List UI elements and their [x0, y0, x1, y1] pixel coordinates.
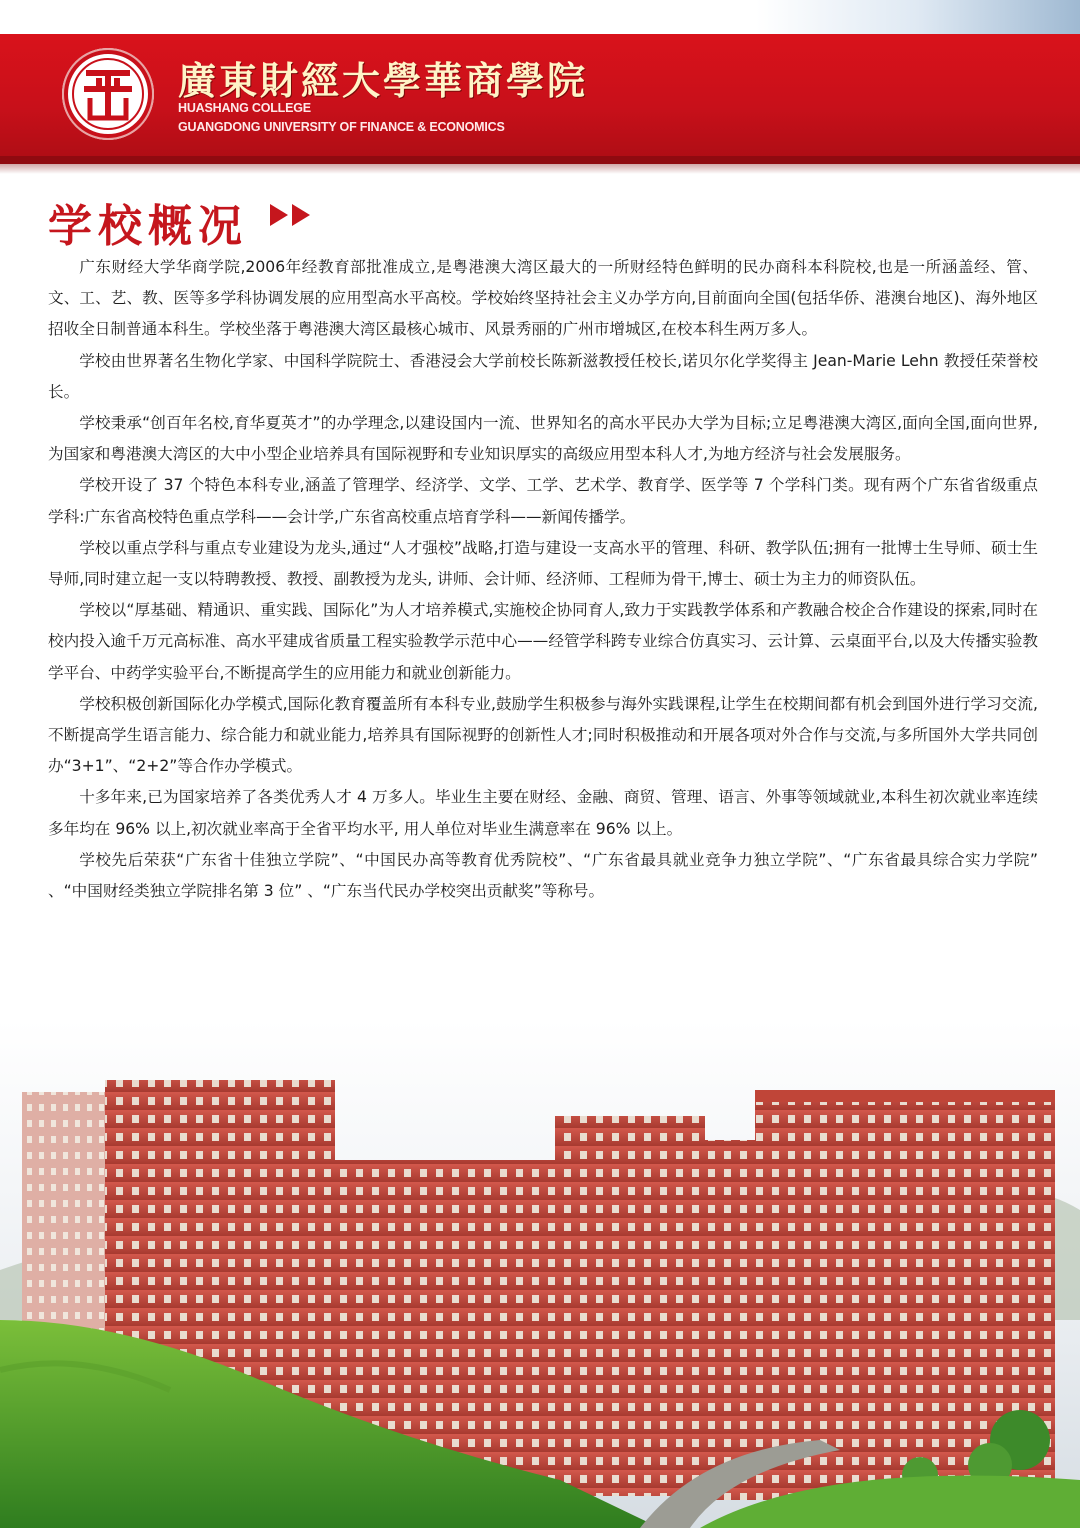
section-title: 学校概况 [48, 201, 248, 252]
paragraph: 学校秉承“创百年名校,育华夏英才”的办学理念,以建设国内一流、世界知名的高水平民办大学为目标;立足粤港澳大湾区,面向全国,面向世界,为国家和粤港澳大湾区的大中小型企业培养具有国际视野和专业知识厚实的高级应用型本科人才,为地方经济与社会发展服务。 [48, 414, 1038, 464]
campus-photo [0, 1020, 1080, 1528]
paragraph: 学校由世界著名生物化学家、中国科学院院士、香港浸会大学前校长陈新滋教授任校长,诺贝尔化学奖得主 Jean-Marie Lehn 教授任荣誉校长。 [48, 351, 1038, 401]
header-shadow [0, 164, 1080, 174]
school-name-english-line-2: GUANGDONG UNIVERSITY OF FINANCE & ECONOMICS [178, 120, 505, 134]
school-name: 廣東財經大學華商學院 [178, 58, 589, 103]
paragraph: 学校以重点学科与重点专业建设为龙头,通过“人才强校”战略,打造与建设一支高水平的管理、科研、教学队伍;拥有一批博士生导师、硕士生导师,同时建立起一支以特聘教授、教授、副教授为龙头, 讲师、会计师、经济师、工程师为骨干,博士、硕士为主力的师资队伍。 [48, 538, 1038, 589]
paragraph: 学校积极创新国际化办学模式,国际化教育覆盖所有本科专业,鼓励学生积极参与海外实践课程,让学生在校期间都有机会到国外进行学习交流,不断提高学生语言能力、综合能力和就业能力,培养具有国际视野的创新性人才;同时积极推动和开展各项对外合作与交流,与多所国外大学共同创办“3+1”、“2+2”等合作办学模式。 [48, 694, 1038, 776]
paragraph: 广东财经大学华商学院,2006年经教育部批准成立,是粤港澳大湾区最大的一所财经特色鲜明的民办商科本科院校,也是一所涵盖经、管、文、工、艺、教、医等多学科协调发展的应用型高水平高校。学校始终坚持社会主义办学方向,目前面向全国(包括华侨、港澳台地区)、海外地区招收全日制普通本科生。学校坐落于粤港澳大湾区最核心城市、风景秀丽的广州市增城区,在校本科生两万多人。 [48, 258, 1038, 339]
paragraph: 十多年来,已为国家培养了各类优秀人才 4 万多人。毕业生主要在财经、金融、商贸、管理、语言、外事等领域就业,本科生初次就业率连续多年均在 96% 以上,初次就业率高于全省平均水平, 用人单位对毕业生满意率在 96% 以上。 [48, 788, 1038, 838]
paragraph: 学校先后荣获“广东省十佳独立学院”、“中国民办高等教育优秀院校”、“广东省最具就业竞争力独立学院”、“广东省最具综合实力学院” 、“中国财经类独立学院排名第 3 位” 、“广东当代民办学校突出贡献奖”等称号。 [48, 850, 1038, 901]
double-arrow-icon [270, 202, 316, 232]
paragraph: 学校以“厚基础、精通识、重实践、国际化”为人才培养模式,实施校企协同育人,致力于实践教学体系和产教融合校企合作建设的探索,同时在校内投入逾千万元高标准、高水平建成省质量工程实验教学示范中心——经管学科跨专业综合仿真实习、云计算、云桌面平台,以及大传播实验教学平台、中药学实验平台,不断提高学生的应用能力和就业创新能力。 [48, 601, 1038, 682]
school-name-english-line-1: HUASHANG COLLEGE [178, 101, 311, 115]
intro-body [48, 252, 1038, 907]
huashang-college-emblem-icon [62, 48, 154, 140]
paragraph: 学校开设了 37 个特色本科专业,涵盖了管理学、经济学、文学、工学、艺术学、教育学、医学等 7 个学科门类。现有两个广东省省级重点学科:广东省高校特色重点学科——会计学,广东省高校重点培育学科——新闻传播学。 [48, 476, 1038, 526]
top-strip [0, 0, 1080, 34]
